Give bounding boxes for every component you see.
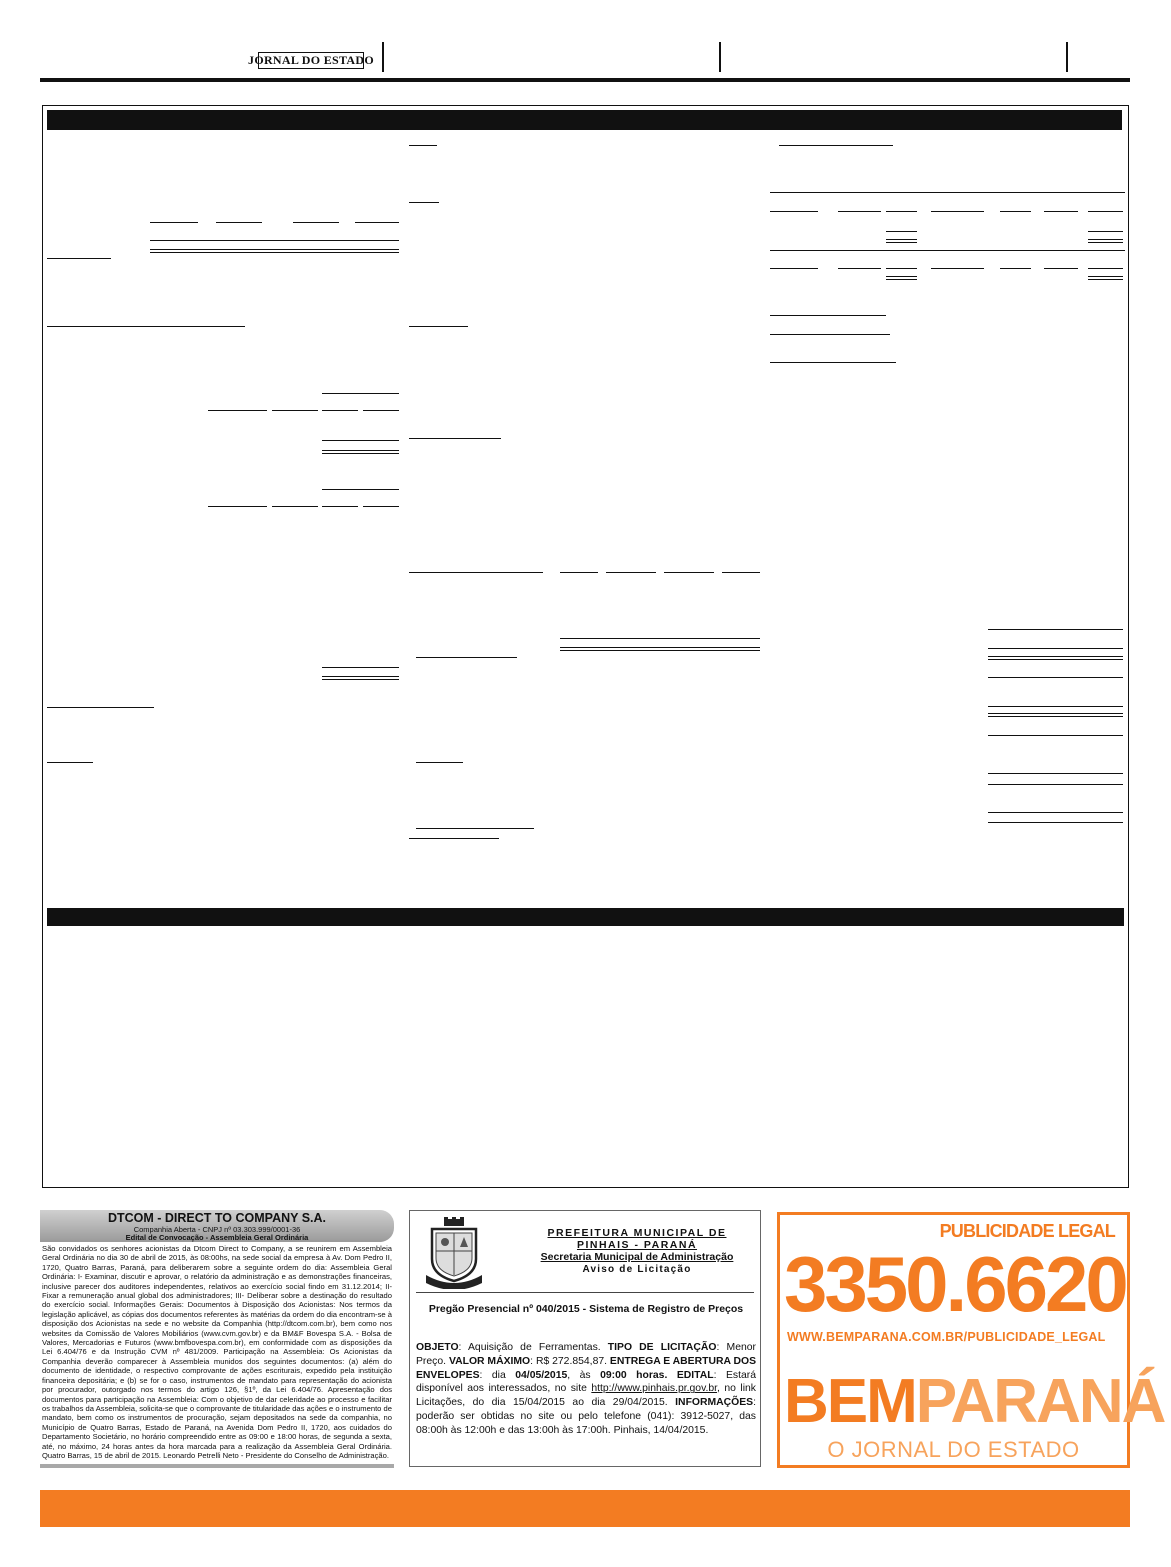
header-divider-2 <box>719 42 721 72</box>
section-header-band-top <box>47 110 1122 130</box>
entrega-time: 09:00 horas <box>600 1369 665 1381</box>
ad-url: WWW.BEMPARANA.COM.BR/PUBLICIDADE_LEGAL <box>787 1330 1106 1344</box>
header-rule <box>40 78 1130 82</box>
tipo-value: : Menor Preço. <box>416 1342 756 1367</box>
edital-rest: , no link Licitações, do dia 15/04/2015 ao dia 29/04/2015. <box>416 1383 756 1409</box>
pinhais-divider <box>416 1292 754 1293</box>
publicidade-legal-label: PUBLICIDADE LEGAL <box>939 1221 1115 1241</box>
bemparana-logo <box>784 1367 1164 1437</box>
footer-band <box>40 1490 1130 1527</box>
objeto-label: OBJETO <box>416 1342 459 1353</box>
valor-value: : R$ 272.854,87. <box>530 1355 610 1367</box>
objeto-value: : Aquisição de Ferramentas. <box>458 1342 608 1353</box>
pinhais-dept: Secretaria Municipal de Administração <box>540 1251 734 1263</box>
pinhais-bid-notice <box>409 1210 761 1467</box>
pinhais-body <box>416 1341 756 1438</box>
info-label: INFORMAÇÕES <box>675 1397 754 1409</box>
info-value: : poderão ser obtidas no site ou pelo telefone (041): 3912-5027, das 08:00h às 12:00h e das 13:00h às 17:00h. Pinhais, 14/04/2015. <box>416 1397 756 1436</box>
pinhais-org-line1: PREFEITURA MUNICIPAL DE <box>547 1227 727 1239</box>
pinhais-org-line2: PINHAIS - PARANÁ <box>576 1239 698 1251</box>
section-header-band-bottom <box>47 908 1124 926</box>
pinhais-pregao-title: Pregão Presencial nº 040/2015 - Sistema de Registro de Preços <box>428 1303 744 1315</box>
brand-part-1: BEM <box>784 1367 916 1436</box>
valor-label: VALOR MÁXIMO <box>448 1355 531 1367</box>
header-divider-1 <box>382 42 384 72</box>
brand-part-2: PARANÁ <box>915 1367 1165 1436</box>
dtcom-bottom-bar <box>40 1464 394 1468</box>
dtcom-cnpj: Companhia Aberta - CNPJ nº 03.303.999/0001-36 <box>133 1225 301 1234</box>
entrega-mid: : dia <box>479 1369 516 1381</box>
dtcom-heading: Edital de Convocação - Assembleia Geral Ordinária <box>125 1233 309 1242</box>
pinhais-org <box>522 1227 752 1251</box>
tipo-label: TIPO DE LICITAÇÃO <box>607 1342 717 1353</box>
edital-label: . EDITAL <box>664 1369 714 1381</box>
entrega-date: 04/05/2015 <box>515 1369 568 1381</box>
dtcom-title: DTCOM - DIRECT TO COMPANY S.A. <box>107 1211 327 1225</box>
bemparana-ad <box>777 1212 1165 1468</box>
header-divider-3 <box>1066 42 1068 72</box>
phone-number: 3350.6620 <box>784 1240 1126 1328</box>
dtcom-notice <box>40 1210 394 1468</box>
dtcom-body: São convidados os senhores acionistas da Dtcom Direct to Company, a se reunirem em Assembleia Geral Ordinária no dia 30 de abril de 2015, às 08:00hs, na sede social da empresa à Av. Dom Pedro II, 1720, Quatro Barras, Paraná, para deliberarem sobre a seguinte ordem do dia: Assembleia Geral Ordinária: I- Examinar, discutir e aprovar, o relatório da administração e as demonstrações financeiras, inclusive parecer dos auditores independentes, relativos ao exercício social findo em 31.12.2014; II- Fixar a remuneração anual global dos administradores; III- Deliberar sobre a destinação do resultado do exercício social. Informações Gerais: Documentos à Disposição dos Acionistas: Nos termos da legislação aplicável, as cópias dos documentos referentes às matérias da ordem do dia encontram-se à disposição dos Acionistas na sede e no website da Companhia (http://dtcom.com.br), bem como nos websites da Comissão de Valores Mobiliários (www.cvm.gov.br) e da BM&F Bovespa S.A. - Bolsa de Valores, Mercadorias e Futuros (www.bmfbovespa.com.br), em conformidade com as disposições da Lei 6.404/76 e da Instrução CVM nº 481/2009. Participação na Assembleia: Os Acionistas da Companhia deverão comparecer à Assembleia munidos dos seguintes documentos: (a) além do documento de identidade, o respectivo comprovante de ações escriturais, expedido pela instituição financeira depositária; e (b) se for o caso, instrumentos de mandato para representação do acionista por procurador, outorgado nos termos do artigo 126, §1º, da Lei 6.404/76. Apresentação dos documentos para participação na Assembleia: Com o objetivo de dar celeridade ao processo e facilitar os trabalhos da Assembleia, solicita-se que o comprovante de titularidade das ações e o instrumento de mandato, bem como os instrumentos de procuração, sejam depositados na sede da companhia, no Município de Quatro Barras, Estado de Paraná, na Avenida Dom Pedro II, 1720, aos cuidados do Departamento Societário, no horário compreendido entre as 09:00 e 18:00 horas, de segunda a sexta, até, no máximo, 24 horas antes da hora marcada para a realização da Assembleia Geral Ordinária. Quatro Barras, 15 de abril de 2015. Leonardo Petrelli Neto - Presidente do Conselho de Administração. <box>42 1244 392 1460</box>
coat-of-arms-icon <box>424 1217 484 1289</box>
bemparana-tagline: O JORNAL DO ESTADO <box>827 1437 1080 1462</box>
entrega-mid2: , às <box>567 1369 601 1381</box>
edital-value: : Estará disponível aos interessados, no site <box>416 1369 756 1395</box>
entrega-label: ENTREGA E ABERTURA DOS ENVELOPES <box>416 1355 757 1381</box>
pinhais-notice-type: Aviso de Licitação <box>582 1264 692 1275</box>
newspaper-logo: JORNAL DO ESTADO <box>248 53 374 67</box>
pinhais-site-link[interactable]: http://www.pinhais.pr.gov.br <box>591 1383 718 1395</box>
